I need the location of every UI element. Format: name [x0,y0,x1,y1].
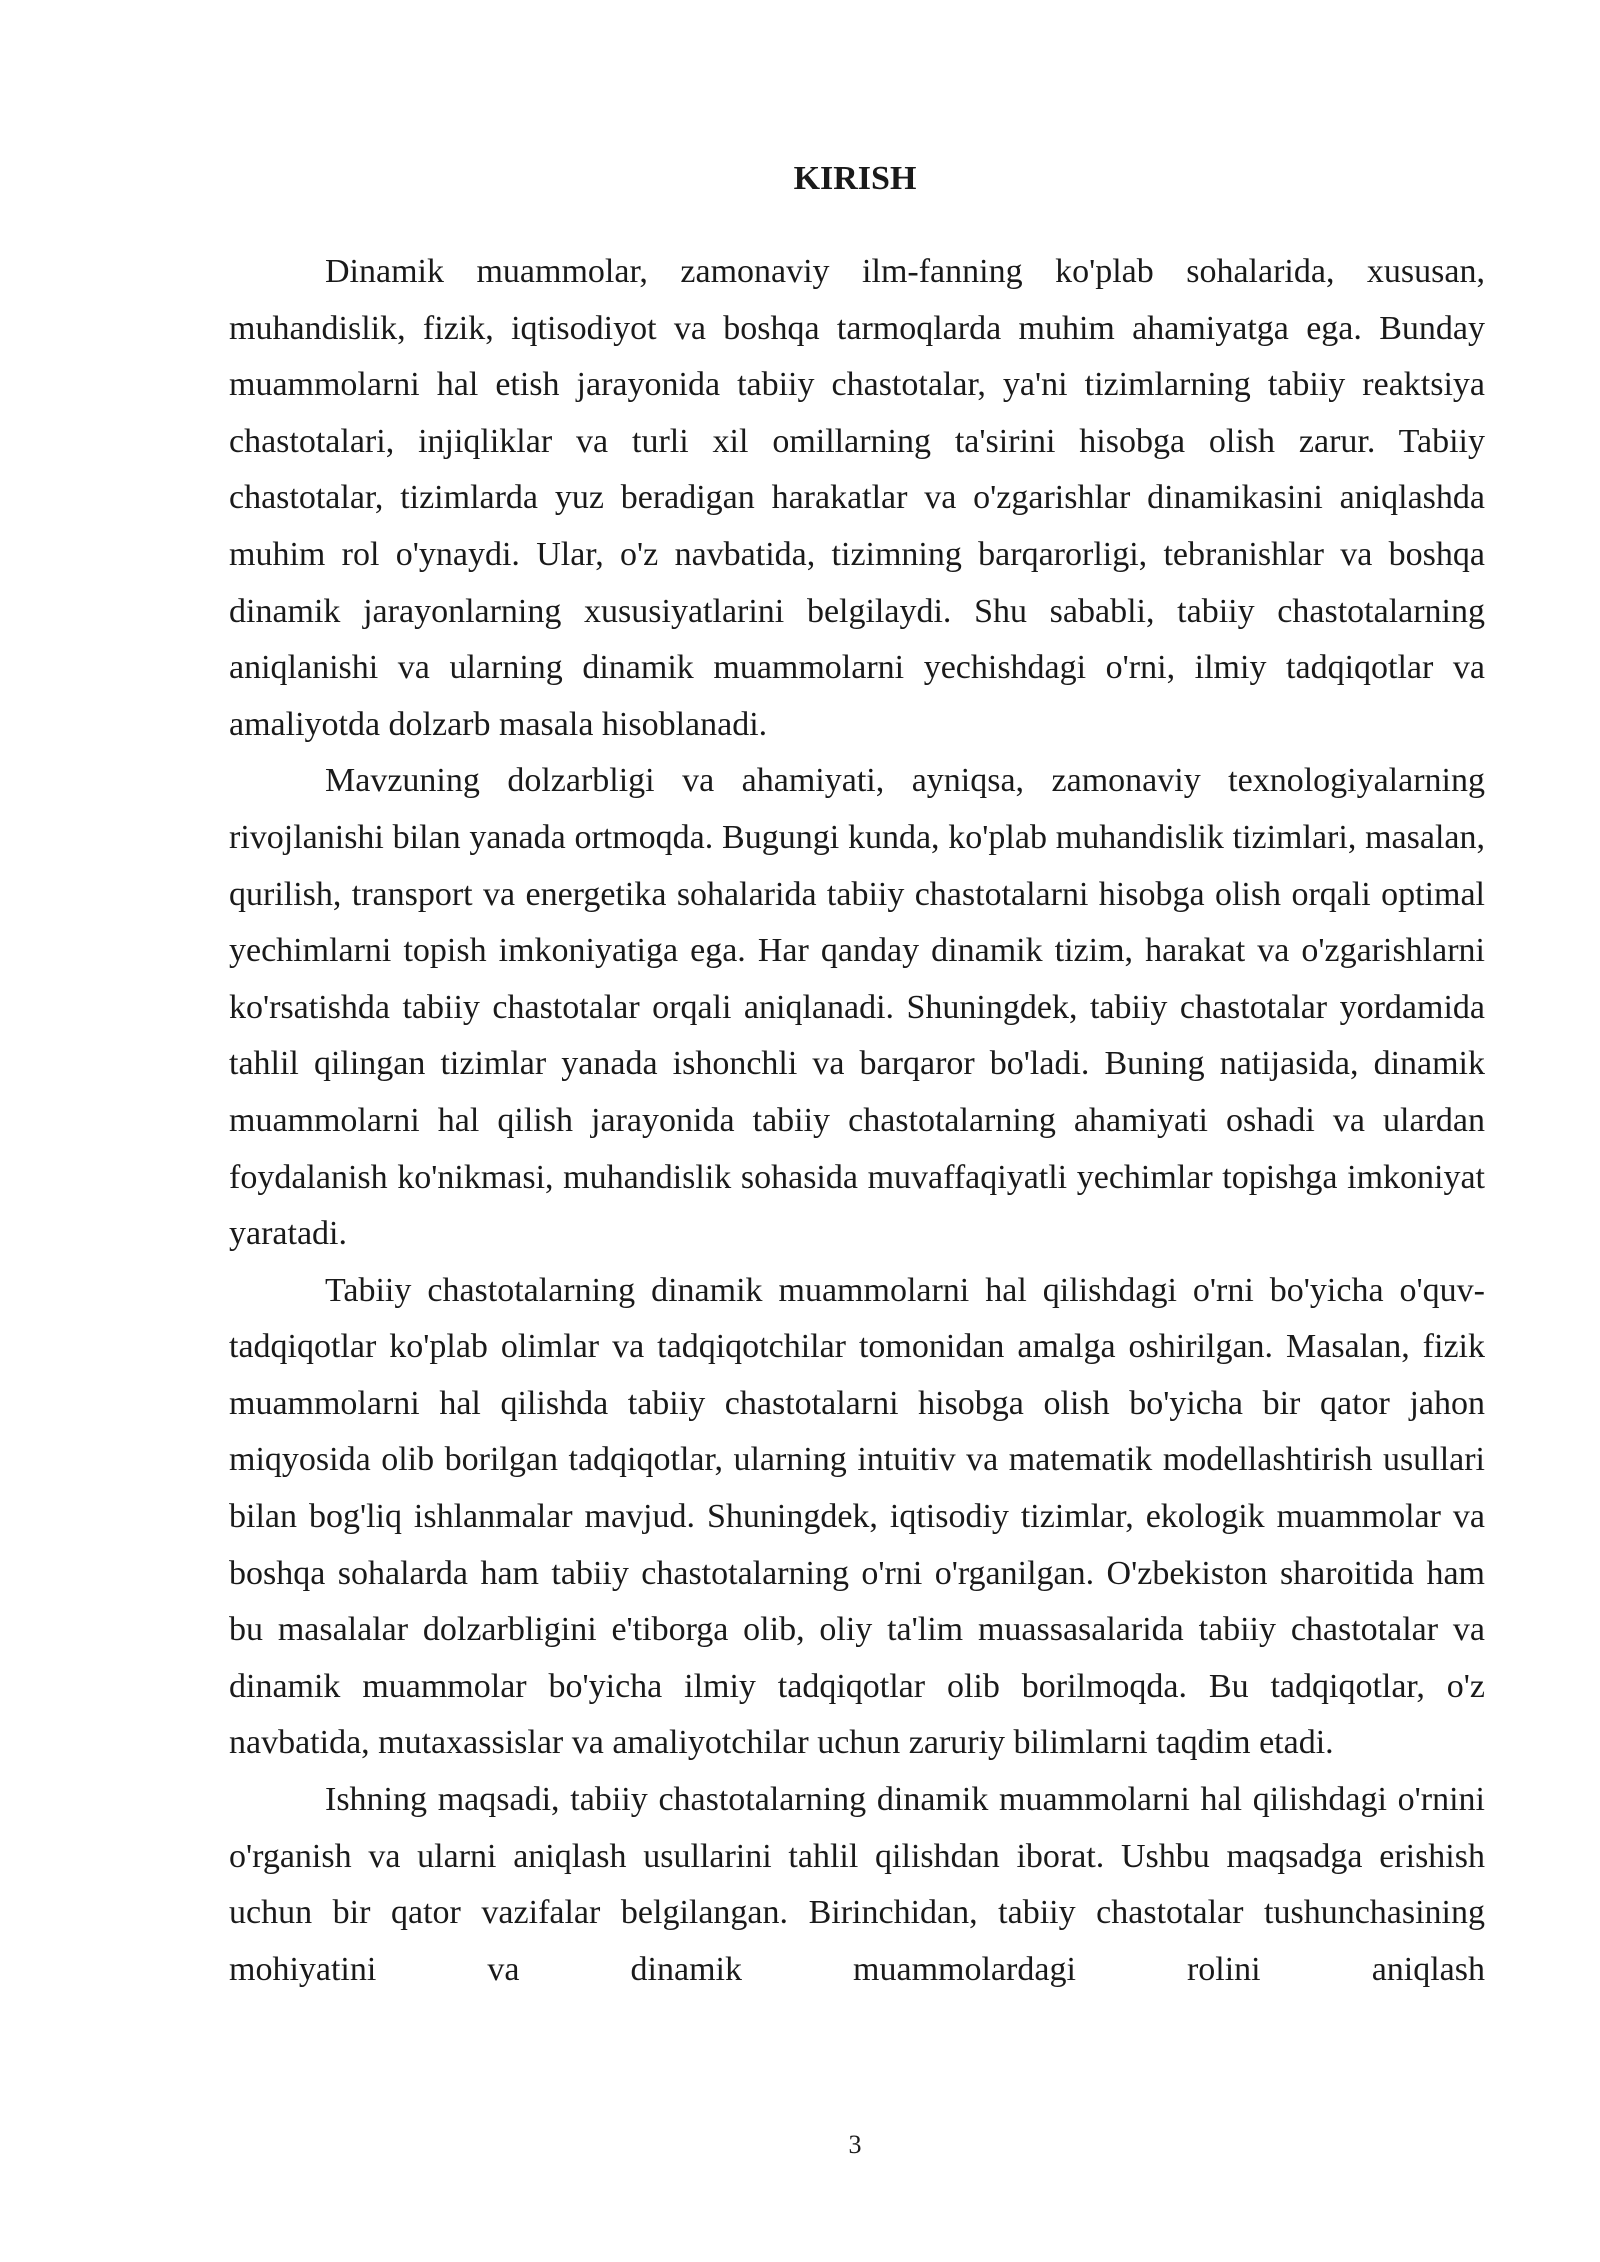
page-number: 3 [848,2130,862,2159]
body-text [229,244,1485,1998]
paragraph: Mavzuning dolzarbligi va ahamiyati, ayniqsa, zamonaviy texnologiyalarning rivojlanishi bilan yanada ortmoqda. Bugungi kunda, ko'plab muhandislik tizimlari, masalan, qurilish, transport va energetika sohalarida tabiiy chastotalarni hisobga olish orqali optimal yechimlarni topish imkoniyatiga ega. Har qanday dinamik tizim, harakat va o'zgarishlarni ko'rsatishda tabiiy chastotalar orqali aniqlanadi. Shuningdek, tabiiy chastotalar yordamida tahlil qilingan tizimlar yanada ishonchli va barqaror bo'ladi. Buning natijasida, dinamik muammolarni hal qilish jarayonida tabiiy chastotalarning ahamiyati oshadi va ulardan foydalanish ko'nikmasi, muhandislik sohasida muvaffaqiyatli yechimlar topishga imkoniyat yaratadi. [229,762,1485,1253]
paragraph: Tabiiy chastotalarning dinamik muammolarni hal qilishdagi o'rni bo'yicha o'quv-tadqiqotlar ko'plab olimlar va tadqiqotchilar tomonidan amalga oshirilgan. Masalan, fizik muammolarni hal qilishda tabiiy chastotalarni hisobga olish bo'yicha bir qator jahon miqyosida olib borilgan tadqiqotlar, ularning intuitiv va matematik modellashtirish usullari bilan bog'liq ishlanmalar mavjud. Shuningdek, iqtisodiy tizimlar, ekologik muammolar va boshqa sohalarda ham tabiiy chastotalarning o'rni o'rganilgan. O'zbekiston sharoitida ham bu masalalar dolzarbligini e'tiborga olib, oliy ta'lim muassasalarida tabiiy chastotalar va dinamik muammolar bo'yicha ilmiy tadqiqotlar olib borilmoqda. Bu tadqiqotlar, o'z navbatida, mutaxassislar va amaliyotchilar uchun zaruriy bilimlarni taqdim etadi. [229,1271,1485,1762]
paragraph: Ishning maqsadi, tabiiy chastotalarning dinamik muammolarni hal qilishdagi o'rnini o'rganish va ularni aniqlash usullarini tahlil qilishdan iborat. Ushbu maqsadga erishish uchun bir qator vazifalar belgilangan. Birinchidan, tabiiy chastotalar tushunchasining mohiyatini va dinamik muammolardagi rolini aniqlash [229,1781,1485,1988]
paragraph: Dinamik muammolar, zamonaviy ilm-fanning ko'plab sohalarida, xususan, muhandislik, fizik, iqtisodiyot va boshqa tarmoqlarda muhim ahamiyatga ega. Bunday muammolarni hal etish jarayonida tabiiy chastotalar, ya'ni tizimlarning tabiiy reaktsiya chastotalari, injiqliklar va turli xil omillarning ta'sirini hisobga olish zarur. Tabiiy chastotalar, tizimlarda yuz beradigan harakatlar va o'zgarishlar dinamikasini aniqlashda muhim rol o'ynaydi. Ular, o'z navbatida, tizimning barqarorligi, tebranishlar va boshqa dinamik jarayonlarning xususiyatlarini belgilaydi. Shu sababli, tabiiy chastotalarning aniqlanishi va ularning dinamik muammolarni yechishdagi o'rni, ilmiy tadqiqotlar va amaliyotda dolzarb masala hisoblanadi. [229,253,1485,743]
page-title: KIRISH [793,160,917,197]
